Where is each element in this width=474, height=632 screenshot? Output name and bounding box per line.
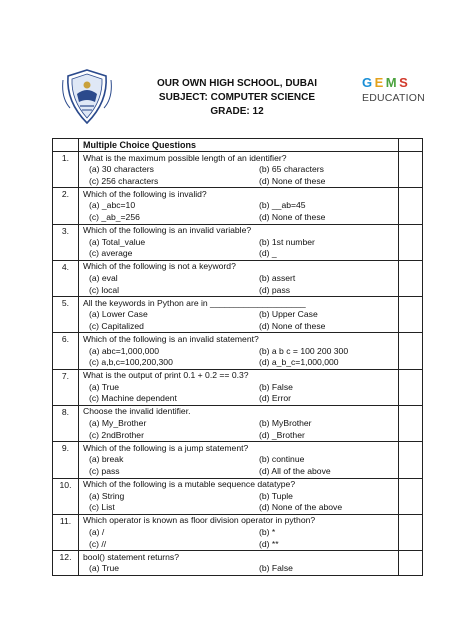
answer-option: (b) MyBrother [259,418,312,429]
question-cell [79,478,399,514]
question-number: 10. [53,478,79,514]
option-grid [83,273,394,296]
school-name: OUR OWN HIGH SCHOOL, DUBAI [157,78,317,89]
answer-option: (d) All of the above [259,465,331,476]
question-row [53,188,423,224]
answer-option: (a) abc=1,000,000 [89,345,159,356]
answer-option: (c) average [89,248,133,259]
question-number: 1. [53,152,79,188]
section-mark-cell [399,139,423,152]
answer-option: (d) ** [259,538,279,549]
mark-cell [399,188,423,224]
answer-option: (a) String [89,490,125,501]
answer-option: (c) // [89,538,107,549]
question-number: 9. [53,442,79,478]
answer-option: (d) None of these [259,211,326,222]
answer-option: (c) pass [89,465,120,476]
question-cell [79,297,399,333]
answer-option: (c) List [89,502,115,513]
mcq-table [52,138,423,576]
question-text: Choose the invalid identifier. [83,406,191,417]
answer-option: (b) False [259,563,293,574]
question-text: Which of the following is invalid? [83,188,207,199]
question-number: 4. [53,260,79,296]
question-text: What is the maximum possible length of an identifier? [83,152,287,163]
answer-option: (a) 30 characters [89,164,154,175]
question-cell [79,514,399,550]
question-cell [79,333,399,369]
answer-option: (d) None of the above [259,502,343,513]
question-number: 3. [53,224,79,260]
question-text: bool() statement returns? [83,551,180,562]
answer-option: (b) continue [259,454,305,465]
question-cell [79,405,399,441]
answer-option: (d) _ [259,248,277,259]
document-header [0,0,474,138]
question-number: 7. [53,369,79,405]
subject-line: SUBJECT: COMPUTER SCIENCE [158,92,316,103]
answer-option: (c) Machine dependent [89,393,177,404]
option-grid [83,382,394,405]
mark-cell [399,442,423,478]
option-grid [83,491,394,514]
question-number: 6. [53,333,79,369]
answer-option: (c) _ab_=256 [89,211,140,222]
answer-option: (c) 2ndBrother [89,429,144,440]
question-row [53,152,423,188]
answer-option: (d) None of these [259,175,326,186]
question-text: Which of the following is a jump statement? [83,442,249,453]
option-grid [83,563,394,575]
question-cell [79,551,399,576]
gems-wordmark: G E M S [362,75,409,90]
answer-option: (c) Capitalized [89,320,144,331]
answer-option: (c) 256 characters [89,175,159,186]
question-number: 12. [53,551,79,576]
answer-option: (a) True [89,381,120,392]
question-row [53,478,423,514]
question-row [53,260,423,296]
mark-cell [399,152,423,188]
gems-education-logo [362,75,425,116]
question-cell [79,188,399,224]
answer-option: (a) My_Brother [89,418,147,429]
question-row [53,224,423,260]
mark-cell [399,260,423,296]
option-grid [83,454,394,477]
question-text: Which of the following is a mutable sequence datatype? [83,479,296,490]
mark-cell [399,369,423,405]
answer-option: (a) _abc=10 [89,200,136,211]
question-row [53,369,423,405]
question-number: 8. [53,405,79,441]
section-header-row [53,139,423,152]
answer-option: (d) Error [259,393,291,404]
mark-cell [399,333,423,369]
question-cell [79,152,399,188]
education-wordmark: EDUCATION [362,92,425,104]
answer-option: (b) Upper Case [259,309,318,320]
answer-option: (b) False [259,381,293,392]
answer-option: (b) * [259,526,276,537]
question-row [53,297,423,333]
answer-option: (b) Tuple [259,490,293,501]
question-text: All the keywords in Python are in ____________________ [83,297,306,308]
school-crest-logo [62,68,112,126]
question-cell [79,442,399,478]
mark-cell [399,514,423,550]
answer-option: (a) / [89,526,105,537]
mark-cell [399,405,423,441]
option-grid [83,164,394,187]
answer-option: (b) a b c = 100 200 300 [259,345,349,356]
answer-option: (c) a,b,c=100,200,300 [89,357,173,368]
section-num-cell [53,139,79,152]
question-text: What is the output of print 0.1 + 0.2 == 0.3? [83,370,249,381]
question-text: Which of the following is an invalid variable? [83,225,252,236]
answer-option: (a) Lower Case [89,309,148,320]
question-text: Which operator is known as floor division operator in python? [83,515,316,526]
answer-option: (a) break [89,454,124,465]
question-number: 2. [53,188,79,224]
option-grid [83,527,394,550]
mark-cell [399,297,423,333]
answer-option: (a) True [89,563,120,574]
option-grid [83,346,394,369]
question-row [53,405,423,441]
question-row [53,514,423,550]
question-row [53,442,423,478]
question-number: 5. [53,297,79,333]
question-cell [79,260,399,296]
answer-option: (b) assert [259,272,296,283]
school-title-block [140,77,334,119]
option-grid [83,237,394,260]
question-cell [79,224,399,260]
answer-option: (d) _Brother [259,429,305,440]
question-text: Which of the following is an invalid statement? [83,333,259,344]
option-grid [83,200,394,223]
mark-cell [399,551,423,576]
answer-option: (b) 1st number [259,236,315,247]
answer-option: (d) None of these [259,320,326,331]
question-text: Which of the following is not a keyword? [83,261,236,272]
answer-option: (c) local [89,284,120,295]
answer-option: (d) a_b_c=1,000,000 [259,357,339,368]
question-row [53,333,423,369]
option-grid [83,309,394,332]
answer-option: (a) eval [89,272,118,283]
grade-line: GRADE: 12 [210,106,264,117]
answer-option: (d) pass [259,284,291,295]
answer-option: (b) __ab=45 [259,200,306,211]
answer-option: (a) Total_value [89,236,146,247]
question-number: 11. [53,514,79,550]
mark-cell [399,224,423,260]
mark-cell [399,478,423,514]
section-title: Multiple Choice Questions [79,139,399,152]
question-row [53,551,423,576]
question-cell [79,369,399,405]
answer-option: (b) 65 characters [259,164,324,175]
option-grid [83,418,394,441]
